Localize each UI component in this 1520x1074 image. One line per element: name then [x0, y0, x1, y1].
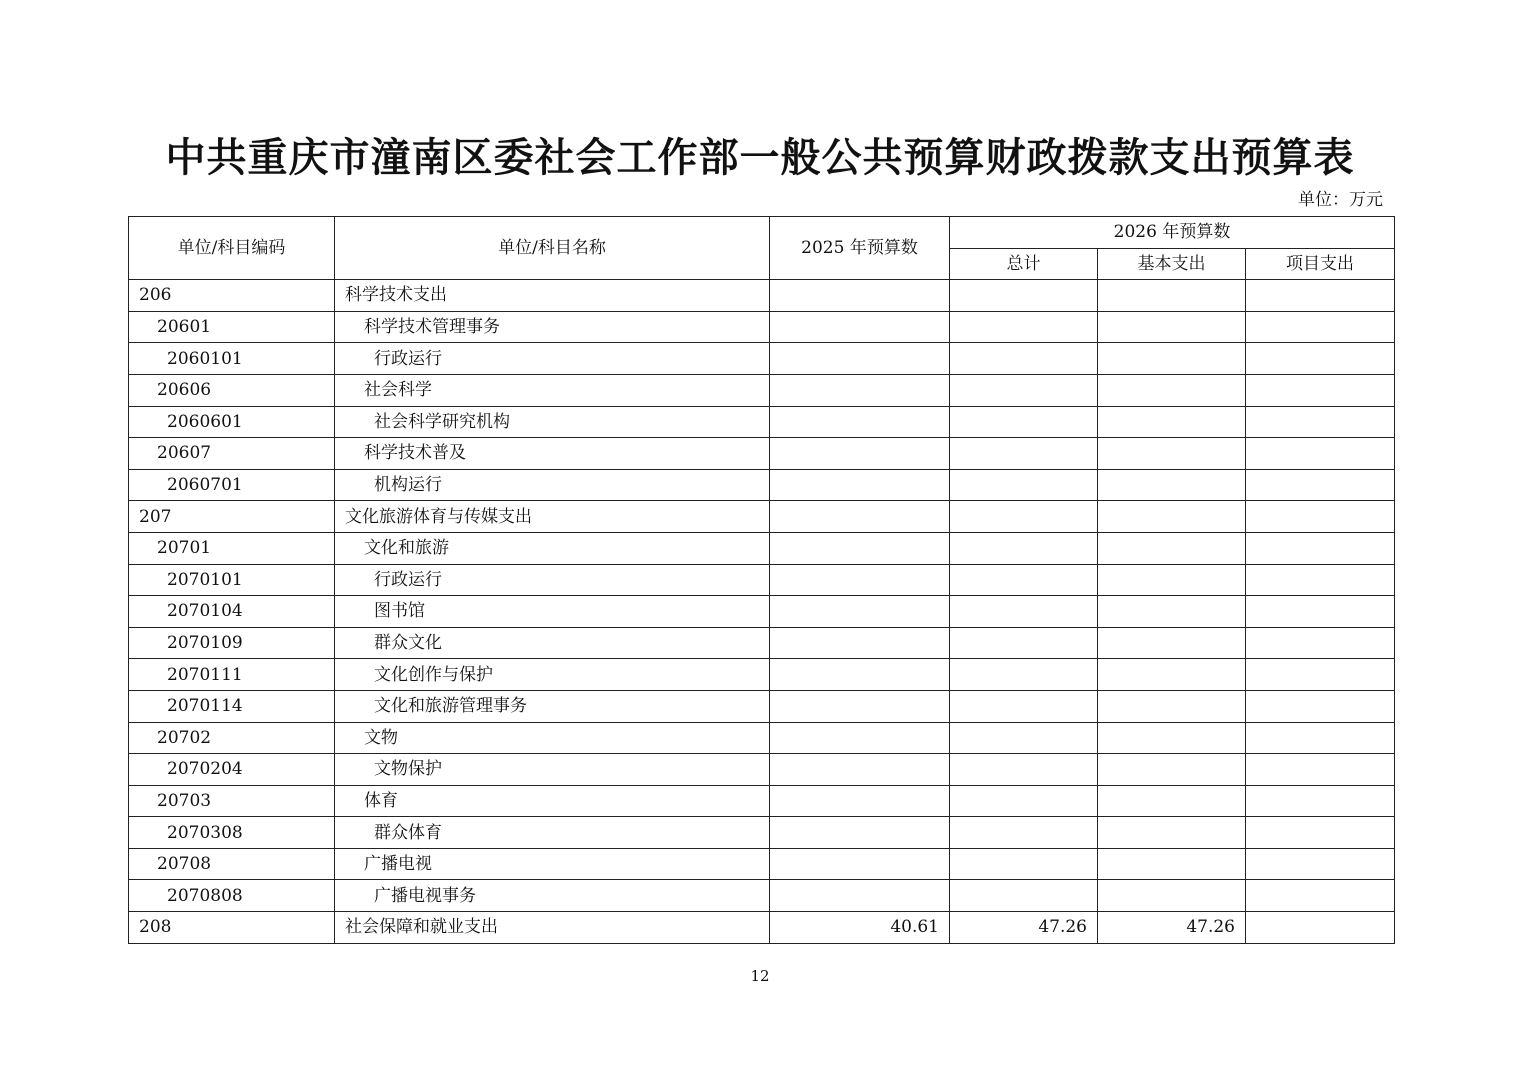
row-name: 机构运行: [335, 469, 770, 501]
row-name: 行政运行: [335, 564, 770, 596]
table-row: [129, 564, 1395, 596]
row-basic-value: [1098, 880, 1246, 912]
row-basic-value: [1098, 690, 1246, 722]
row-total-value: [950, 754, 1098, 786]
row-prev-year-value: [770, 406, 950, 438]
table-row: [129, 880, 1395, 912]
row-name: 群众体育: [335, 817, 770, 849]
row-prev-year-value: [770, 280, 950, 312]
row-project-value: [1246, 848, 1395, 880]
row-project-value: [1246, 785, 1395, 817]
table-header: [129, 217, 1395, 280]
row-prev-year-value: [770, 501, 950, 533]
row-project-value: [1246, 912, 1395, 944]
row-code: 20607: [129, 438, 335, 470]
row-total-value: [950, 722, 1098, 754]
table-row: [129, 659, 1395, 691]
row-code: 2070111: [129, 659, 335, 691]
row-prev-year-value: [770, 722, 950, 754]
row-prev-year-value: [770, 817, 950, 849]
row-prev-year-value: [770, 564, 950, 596]
header-code: 单位/科目编码: [129, 217, 335, 280]
row-prev-year-value: [770, 438, 950, 470]
row-name: 文化和旅游管理事务: [335, 690, 770, 722]
row-code: 2070109: [129, 627, 335, 659]
row-basic-value: [1098, 469, 1246, 501]
row-project-value: [1246, 501, 1395, 533]
row-prev-year-value: [770, 848, 950, 880]
table-row: [129, 343, 1395, 375]
row-basic-value: [1098, 406, 1246, 438]
row-basic-value: [1098, 532, 1246, 564]
table-row: [129, 469, 1395, 501]
row-project-value: [1246, 690, 1395, 722]
table-row: [129, 690, 1395, 722]
row-total-value: [950, 627, 1098, 659]
header-row-top: [129, 217, 1395, 249]
row-basic-value: [1098, 501, 1246, 533]
row-basic-value: [1098, 343, 1246, 375]
row-project-value: [1246, 817, 1395, 849]
table-row: [129, 912, 1395, 944]
row-name: 社会保障和就业支出: [335, 912, 770, 944]
row-code: 2060701: [129, 469, 335, 501]
row-code: 20601: [129, 311, 335, 343]
row-code: 206: [129, 280, 335, 312]
row-code: 2070114: [129, 690, 335, 722]
row-code: 20701: [129, 532, 335, 564]
row-prev-year-value: [770, 880, 950, 912]
row-prev-year-value: [770, 690, 950, 722]
row-code: 2060101: [129, 343, 335, 375]
row-basic-value: [1098, 280, 1246, 312]
row-basic-value: [1098, 596, 1246, 628]
row-total-value: [950, 469, 1098, 501]
row-code: 207: [129, 501, 335, 533]
page-number: 12: [750, 967, 770, 985]
row-name: 广播电视事务: [335, 880, 770, 912]
row-name: 体育: [335, 785, 770, 817]
row-code: 208: [129, 912, 335, 944]
row-prev-year-value: [770, 343, 950, 375]
row-project-value: [1246, 596, 1395, 628]
row-project-value: [1246, 469, 1395, 501]
row-name: 群众文化: [335, 627, 770, 659]
row-project-value: [1246, 343, 1395, 375]
row-prev-year-value: [770, 659, 950, 691]
row-total-value: [950, 438, 1098, 470]
row-total-value: [950, 311, 1098, 343]
table-row: [129, 722, 1395, 754]
row-name: 文物: [335, 722, 770, 754]
table-row: [129, 280, 1395, 312]
row-basic-value: [1098, 564, 1246, 596]
row-code: 20703: [129, 785, 335, 817]
row-project-value: [1246, 627, 1395, 659]
row-prev-year-value: [770, 532, 950, 564]
row-basic-value: [1098, 848, 1246, 880]
row-project-value: [1246, 754, 1395, 786]
row-project-value: [1246, 880, 1395, 912]
row-basic-value: [1098, 374, 1246, 406]
row-total-value: [950, 848, 1098, 880]
row-project-value: [1246, 659, 1395, 691]
row-total-value: [950, 343, 1098, 375]
row-basic-value: 47.26: [1098, 912, 1246, 944]
row-prev-year-value: [770, 374, 950, 406]
row-name: 科学技术管理事务: [335, 311, 770, 343]
row-basic-value: [1098, 785, 1246, 817]
row-project-value: [1246, 564, 1395, 596]
budget-table: [128, 216, 1395, 944]
row-prev-year-value: 40.61: [770, 912, 950, 944]
row-name: 广播电视: [335, 848, 770, 880]
table-row: [129, 627, 1395, 659]
row-total-value: [950, 280, 1098, 312]
row-name: 文化和旅游: [335, 532, 770, 564]
row-prev-year-value: [770, 311, 950, 343]
table-row: [129, 754, 1395, 786]
table-row: [129, 438, 1395, 470]
row-basic-value: [1098, 659, 1246, 691]
row-project-value: [1246, 722, 1395, 754]
table-row: [129, 374, 1395, 406]
row-total-value: [950, 659, 1098, 691]
row-basic-value: [1098, 817, 1246, 849]
row-code: 20606: [129, 374, 335, 406]
table-row: [129, 848, 1395, 880]
row-total-value: [950, 596, 1098, 628]
row-total-value: [950, 785, 1098, 817]
table-row: [129, 785, 1395, 817]
row-basic-value: [1098, 722, 1246, 754]
row-name: 文物保护: [335, 754, 770, 786]
table-row: [129, 817, 1395, 849]
header-prev-year: 2025 年预算数: [770, 217, 950, 280]
header-project: 项目支出: [1246, 248, 1395, 280]
row-prev-year-value: [770, 785, 950, 817]
row-code: 20708: [129, 848, 335, 880]
header-basic: 基本支出: [1098, 248, 1246, 280]
row-prev-year-value: [770, 596, 950, 628]
row-total-value: [950, 880, 1098, 912]
row-basic-value: [1098, 754, 1246, 786]
table-row: [129, 406, 1395, 438]
page-title: 中共重庆市潼南区委社会工作部一般公共预算财政拨款支出预算表: [165, 135, 1355, 181]
table-row: [129, 532, 1395, 564]
table-body: [129, 280, 1395, 943]
row-project-value: [1246, 374, 1395, 406]
unit-label: 单位：万元: [1298, 190, 1383, 210]
row-prev-year-value: [770, 627, 950, 659]
row-project-value: [1246, 311, 1395, 343]
header-name: 单位/科目名称: [335, 217, 770, 280]
row-code: 2060601: [129, 406, 335, 438]
row-code: 20702: [129, 722, 335, 754]
header-total: 总计: [950, 248, 1098, 280]
table-row: [129, 501, 1395, 533]
table-row: [129, 596, 1395, 628]
row-basic-value: [1098, 627, 1246, 659]
row-project-value: [1246, 438, 1395, 470]
row-name: 文化旅游体育与传媒支出: [335, 501, 770, 533]
row-project-value: [1246, 406, 1395, 438]
row-project-value: [1246, 280, 1395, 312]
row-prev-year-value: [770, 754, 950, 786]
row-project-value: [1246, 532, 1395, 564]
header-curr-year: 2026 年预算数: [950, 217, 1395, 249]
row-prev-year-value: [770, 469, 950, 501]
row-name: 科学技术普及: [335, 438, 770, 470]
row-name: 行政运行: [335, 343, 770, 375]
row-name: 科学技术支出: [335, 280, 770, 312]
row-code: 2070308: [129, 817, 335, 849]
row-total-value: [950, 817, 1098, 849]
row-total-value: [950, 532, 1098, 564]
row-code: 2070104: [129, 596, 335, 628]
row-basic-value: [1098, 438, 1246, 470]
row-total-value: [950, 374, 1098, 406]
row-total-value: 47.26: [950, 912, 1098, 944]
row-name: 社会科学: [335, 374, 770, 406]
row-code: 2070204: [129, 754, 335, 786]
row-total-value: [950, 564, 1098, 596]
row-total-value: [950, 690, 1098, 722]
row-code: 2070101: [129, 564, 335, 596]
row-total-value: [950, 406, 1098, 438]
table-row: [129, 311, 1395, 343]
row-total-value: [950, 501, 1098, 533]
row-code: 2070808: [129, 880, 335, 912]
row-name: 社会科学研究机构: [335, 406, 770, 438]
row-basic-value: [1098, 311, 1246, 343]
row-name: 图书馆: [335, 596, 770, 628]
row-name: 文化创作与保护: [335, 659, 770, 691]
